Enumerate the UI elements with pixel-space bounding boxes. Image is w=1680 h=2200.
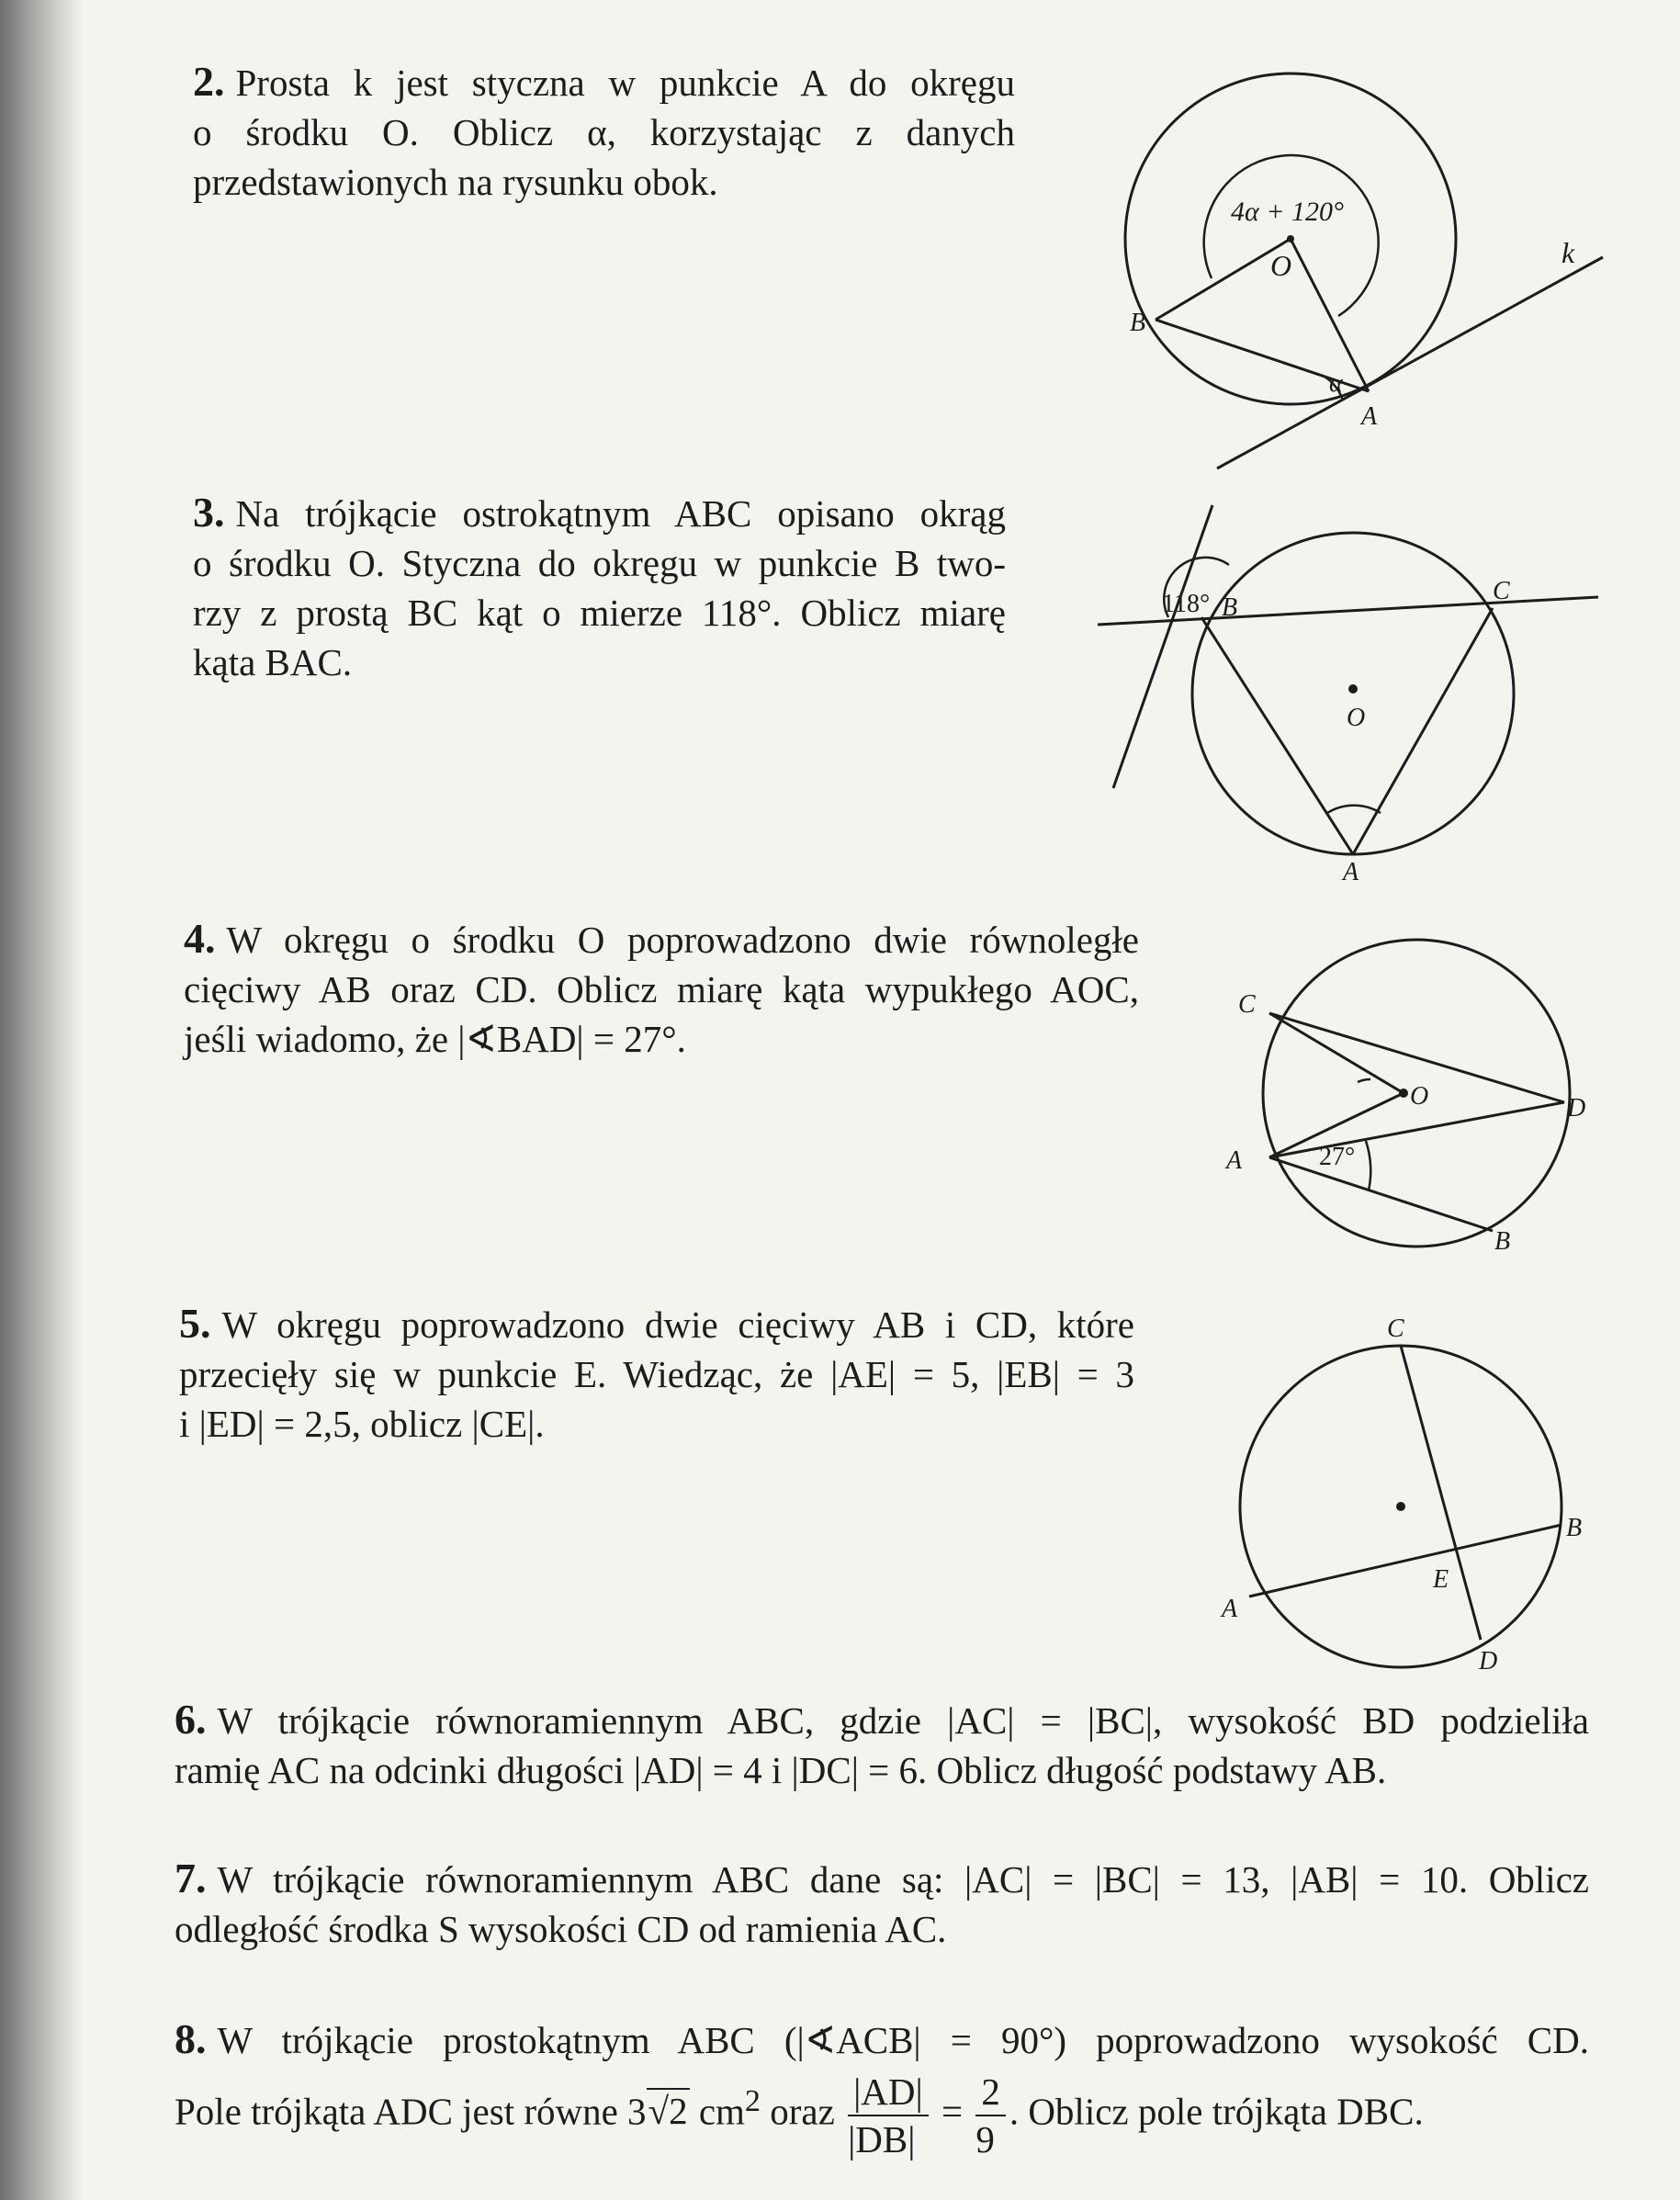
label-c: C	[1238, 990, 1256, 1019]
label-d: D	[1567, 1094, 1586, 1123]
label-o: O	[1410, 1082, 1429, 1111]
problem-8	[175, 2014, 1589, 2162]
problem-4-line-2: cięciwy AB oraz CD. Oblicz miarę kąta wypukłego AOC,	[184, 968, 1139, 1010]
problem-7-line-1: 7. W trójkącie równoramiennym ABC dane są: |AC| = |BC| = 13, |AB| = 10. Oblicz	[175, 1855, 1589, 1901]
figure-problem-3	[1084, 496, 1607, 891]
problem-2-line-1: 2. Prosta k jest styczna w punkcie A do okręgu	[193, 58, 1015, 105]
page-edge-shadow	[0, 0, 83, 2200]
problem-number: 5.	[179, 1300, 211, 1347]
figure-problem-5	[1222, 1304, 1617, 1690]
problem-5-line-1: 5. W okręgu poprowadzono dwie cięciwy AB i CD, które	[179, 1300, 1134, 1347]
label-k: k	[1562, 236, 1575, 269]
fraction-2-9: $\frac{2}{9}$	[975, 2069, 1006, 2162]
label-c: C	[1493, 577, 1510, 605]
problem-5-line-3: i |ED| = 2,5, oblicz |CE|.	[179, 1403, 545, 1445]
label-angle: 27°	[1319, 1143, 1356, 1171]
chord-ab	[1249, 1525, 1562, 1596]
label-b: B	[1222, 593, 1238, 622]
label-a: A	[1222, 1595, 1238, 1623]
problem-3-line-1: 3. Na trójkącie ostrokątnym ABC opisano okrąg	[193, 489, 1006, 536]
center-point-o	[1287, 235, 1294, 243]
label-o: O	[1347, 704, 1366, 732]
problem-2-line-3: przedstawionych na rysunku obok.	[193, 161, 718, 203]
label-angle: 118°	[1162, 590, 1211, 618]
center-point	[1396, 1502, 1405, 1511]
chord-ab	[1269, 1157, 1493, 1231]
center-point-o	[1348, 684, 1358, 694]
chord-cd	[1401, 1346, 1481, 1640]
problem-5-line-2: przecięły się w punkcie E. Wiedząc, że |AE| = 5, |EB| = 3	[179, 1353, 1134, 1395]
label-a: A	[1343, 858, 1359, 886]
label-a: A	[1361, 402, 1378, 431]
problem-4-line-1: 4. W okręgu o środku O poprowadzono dwie równoległe	[184, 915, 1139, 962]
fraction-ad-db: $\frac{|AD|}{|DB|}$	[848, 2069, 929, 2162]
problem-7-line-2: odległość środka S wysokości CD od ramienia AC.	[175, 1908, 947, 1950]
angle-bac-arc	[1327, 806, 1381, 813]
problem-4-line-3: jeśli wiadomo, że |∢BAD| = 27°.	[184, 1018, 686, 1060]
problem-number: 7.	[175, 1855, 207, 1901]
label-e: E	[1433, 1565, 1449, 1594]
problem-3-line-2: o środku O. Styczna do okręgu w punkcie B two-	[193, 542, 1006, 584]
segment-oc	[1269, 1013, 1404, 1093]
center-point-o	[1399, 1089, 1408, 1098]
label-a: A	[1226, 1146, 1243, 1175]
problem-number: 4.	[184, 915, 216, 962]
problem-number: 6.	[175, 1696, 207, 1743]
side-ab	[1201, 617, 1353, 854]
problem-7	[175, 1854, 1589, 1954]
angle-27-arc	[1366, 1141, 1370, 1190]
tangent-at-b	[1113, 505, 1212, 788]
problem-4	[184, 914, 1139, 1064]
problem-number: 8.	[175, 2015, 207, 2062]
label-alpha: α	[1329, 369, 1343, 398]
problem-number: 2.	[193, 58, 225, 105]
label-d: D	[1479, 1647, 1498, 1675]
side-ac	[1353, 608, 1493, 854]
label-angle: 4α + 120°	[1231, 197, 1344, 227]
segment-ad	[1269, 1102, 1564, 1157]
problem-6	[175, 1695, 1589, 1795]
problem-6-line-1: 6. W trójkącie równoramiennym ABC, gdzie |AC| = |BC|, wysokość BD podzieliła	[175, 1696, 1589, 1743]
problem-6-line-2: ramię AC na odcinki długości |AD| = 4 i |DC| = 6. Oblicz długość podstawy AB.	[175, 1749, 1387, 1791]
problem-2	[193, 57, 1015, 207]
problem-8-line-2: Pole trójkąta ADC jest równe 3√2 $cm^2$ oraz $\frac{|AD|}{|DB|}$ = $\frac{2}{9}$ . Oblicz pole trójkąta DBC.	[175, 2070, 1424, 2161]
label-b: B	[1494, 1227, 1511, 1256]
label-b: B	[1566, 1514, 1583, 1542]
problem-3-line-3: rzy z prostą BC kąt o mierze 118°. Oblicz miarę	[193, 592, 1006, 634]
label-c: C	[1387, 1314, 1404, 1343]
sqrt-radicand: √2	[648, 2090, 688, 2133]
problem-8-line-1: 8. W trójkącie prostokątnym ABC (|∢ACB| = 90°) poprowadzono wysokość CD.	[175, 2015, 1589, 2062]
figure-problem-2	[1102, 55, 1617, 478]
problem-5	[179, 1299, 1134, 1449]
problem-2-line-2: o środku O. Oblicz α, korzystając z danych	[193, 111, 1015, 153]
figure-problem-4	[1212, 928, 1617, 1268]
label-o: O	[1270, 249, 1292, 282]
problem-3-line-4: kąta BAC.	[193, 641, 353, 683]
tangent-line-k	[1217, 257, 1603, 468]
problem-3	[193, 488, 1006, 687]
problem-number: 3.	[193, 489, 225, 536]
label-b: B	[1130, 309, 1146, 337]
angle-aoc-arc	[1358, 1079, 1370, 1082]
